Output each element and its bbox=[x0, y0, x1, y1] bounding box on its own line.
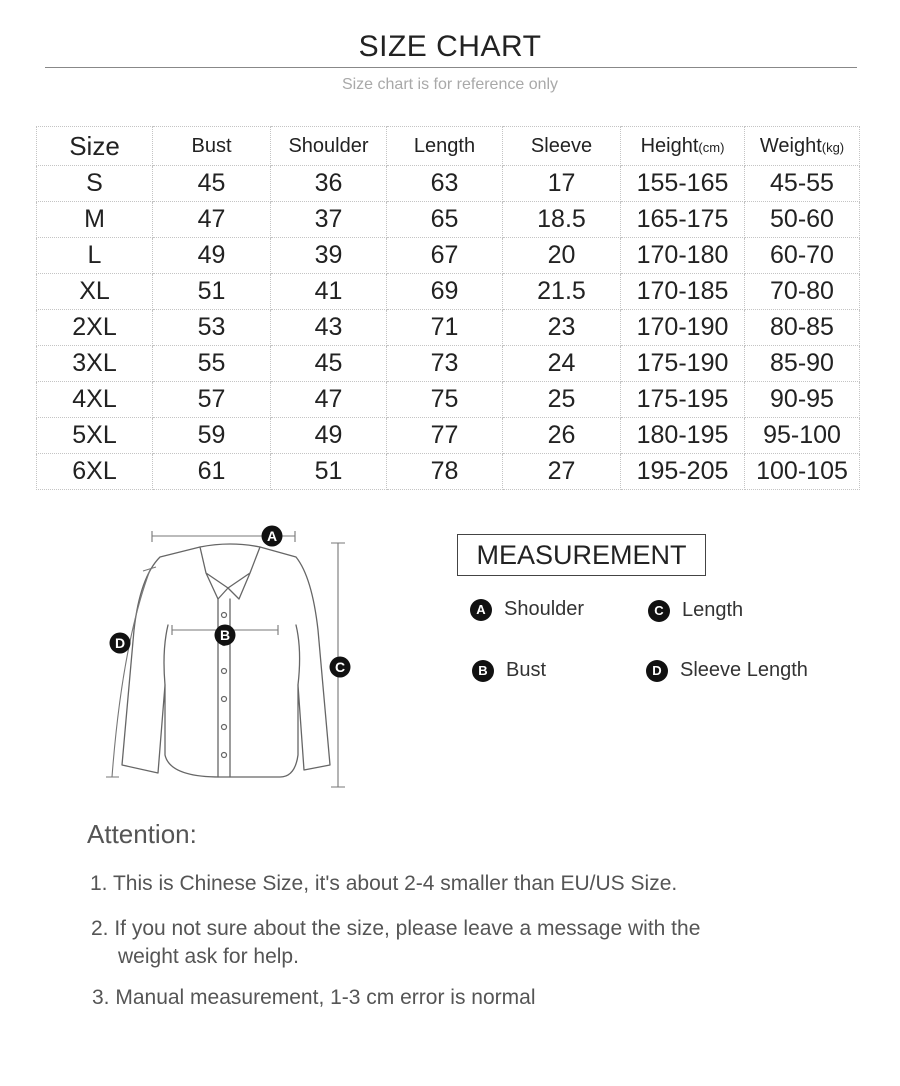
table-row bbox=[37, 238, 860, 274]
cell-bust: 49 bbox=[153, 238, 271, 274]
attention-note-1: 1. This is Chinese Size, it's about 2-4 smaller than EU/US Size. bbox=[90, 872, 678, 895]
cell-length: 71 bbox=[387, 310, 503, 346]
shirt-outline bbox=[122, 547, 330, 777]
table-row bbox=[37, 382, 860, 418]
cell-size: 4XL bbox=[37, 382, 153, 418]
shirt-button bbox=[222, 613, 227, 618]
cell-length: 65 bbox=[387, 202, 503, 238]
table-row bbox=[37, 346, 860, 382]
sleeve-measure-line bbox=[106, 567, 156, 777]
legend-label: Shoulder bbox=[504, 598, 585, 620]
legend-badge-d: D bbox=[646, 660, 668, 682]
cell-bust: 53 bbox=[153, 310, 271, 346]
marker-c-label: C bbox=[334, 659, 346, 675]
marker-b bbox=[215, 625, 236, 646]
title-divider bbox=[45, 67, 857, 68]
attention-note-2-continued: weight ask for help. bbox=[118, 945, 299, 968]
cell-size: M bbox=[37, 202, 153, 238]
table-row bbox=[37, 454, 860, 490]
cell-size: L bbox=[37, 238, 153, 274]
cell-shoulder: 45 bbox=[271, 346, 387, 382]
cell-height: 165-175 bbox=[621, 202, 745, 238]
table-row bbox=[37, 166, 860, 202]
cell-shoulder: 47 bbox=[271, 382, 387, 418]
cell-shoulder: 43 bbox=[271, 310, 387, 346]
cell-bust: 55 bbox=[153, 346, 271, 382]
cell-weight: 80-85 bbox=[745, 310, 860, 346]
cell-length: 63 bbox=[387, 166, 503, 202]
cell-shoulder: 41 bbox=[271, 274, 387, 310]
cell-height: 170-180 bbox=[621, 238, 745, 274]
legend-label: Bust bbox=[506, 659, 547, 681]
cell-length: 77 bbox=[387, 418, 503, 454]
legend-badge-b: B bbox=[472, 660, 494, 682]
cell-length: 73 bbox=[387, 346, 503, 382]
cell-shoulder: 36 bbox=[271, 166, 387, 202]
cell-sleeve: 27 bbox=[503, 454, 621, 490]
shirt-collar bbox=[200, 544, 260, 599]
cell-height: 155-165 bbox=[621, 166, 745, 202]
cell-weight: 90-95 bbox=[745, 382, 860, 418]
header-weight: Weight(kg) bbox=[745, 127, 860, 166]
cell-length: 69 bbox=[387, 274, 503, 310]
cell-bust: 57 bbox=[153, 382, 271, 418]
shirt-button bbox=[222, 725, 227, 730]
cell-weight: 85-90 bbox=[745, 346, 860, 382]
marker-d-label: D bbox=[114, 635, 126, 651]
cell-weight: 95-100 bbox=[745, 418, 860, 454]
cell-size: 2XL bbox=[37, 310, 153, 346]
legend-badge-c: C bbox=[648, 600, 670, 622]
cell-sleeve: 24 bbox=[503, 346, 621, 382]
table-row bbox=[37, 202, 860, 238]
marker-a bbox=[262, 526, 283, 547]
cell-bust: 45 bbox=[153, 166, 271, 202]
cell-weight: 50-60 bbox=[745, 202, 860, 238]
cell-height: 175-190 bbox=[621, 346, 745, 382]
marker-c bbox=[330, 657, 351, 678]
cell-bust: 47 bbox=[153, 202, 271, 238]
cell-sleeve: 17 bbox=[503, 166, 621, 202]
table-header-row bbox=[37, 127, 860, 166]
cell-height: 175-195 bbox=[621, 382, 745, 418]
cell-shoulder: 37 bbox=[271, 202, 387, 238]
cell-sleeve: 20 bbox=[503, 238, 621, 274]
cell-height: 195-205 bbox=[621, 454, 745, 490]
cell-height: 170-185 bbox=[621, 274, 745, 310]
cell-bust: 51 bbox=[153, 274, 271, 310]
shirt-diagram bbox=[90, 515, 370, 805]
cell-shoulder: 51 bbox=[271, 454, 387, 490]
header-size: Size bbox=[37, 127, 153, 166]
measurement-title: MEASUREMENT bbox=[457, 534, 706, 576]
page-title: SIZE CHART bbox=[358, 30, 542, 63]
legend-sleeve-length bbox=[646, 659, 808, 682]
cell-length: 67 bbox=[387, 238, 503, 274]
cell-bust: 61 bbox=[153, 454, 271, 490]
cell-sleeve: 26 bbox=[503, 418, 621, 454]
cell-length: 78 bbox=[387, 454, 503, 490]
cell-weight: 45-55 bbox=[745, 166, 860, 202]
header-height: Height(cm) bbox=[621, 127, 745, 166]
table-row bbox=[37, 274, 860, 310]
legend-length bbox=[648, 599, 743, 622]
cell-shoulder: 39 bbox=[271, 238, 387, 274]
weight-unit: (kg) bbox=[821, 139, 845, 155]
legend-bust bbox=[472, 659, 546, 682]
page-subtitle: Size chart is for reference only bbox=[341, 76, 559, 93]
shirt-button bbox=[222, 753, 227, 758]
legend-shoulder bbox=[470, 598, 584, 621]
table-row bbox=[37, 418, 860, 454]
cell-size: XL bbox=[37, 274, 153, 310]
cell-weight: 60-70 bbox=[745, 238, 860, 274]
height-unit: (cm) bbox=[698, 139, 725, 155]
size-table bbox=[36, 126, 860, 490]
header-sleeve: Sleeve bbox=[503, 127, 621, 166]
cell-height: 170-190 bbox=[621, 310, 745, 346]
cell-sleeve: 21.5 bbox=[503, 274, 621, 310]
cell-size: S bbox=[37, 166, 153, 202]
attention-note-3: 3. Manual measurement, 1-3 cm error is normal bbox=[92, 986, 536, 1009]
cell-shoulder: 49 bbox=[271, 418, 387, 454]
cell-sleeve: 18.5 bbox=[503, 202, 621, 238]
cell-size: 3XL bbox=[37, 346, 153, 382]
cell-weight: 100-105 bbox=[745, 454, 860, 490]
cell-sleeve: 25 bbox=[503, 382, 621, 418]
header-length: Length bbox=[387, 127, 503, 166]
legend-label: Length bbox=[682, 599, 744, 621]
cell-size: 6XL bbox=[37, 454, 153, 490]
attention-heading: Attention: bbox=[87, 819, 197, 849]
marker-d bbox=[110, 633, 131, 654]
marker-b-label: B bbox=[219, 627, 231, 643]
cell-bust: 59 bbox=[153, 418, 271, 454]
marker-a-label: A bbox=[266, 528, 278, 544]
attention-note-2: 2. If you not sure about the size, please leave a message with the bbox=[91, 917, 701, 940]
legend-label: Sleeve Length bbox=[680, 659, 808, 681]
legend-badge-a: A bbox=[470, 599, 492, 621]
header-bust: Bust bbox=[153, 127, 271, 166]
cell-weight: 70-80 bbox=[745, 274, 860, 310]
cell-size: 5XL bbox=[37, 418, 153, 454]
cell-length: 75 bbox=[387, 382, 503, 418]
cell-sleeve: 23 bbox=[503, 310, 621, 346]
table-row bbox=[37, 310, 860, 346]
shirt-button bbox=[222, 669, 227, 674]
cell-height: 180-195 bbox=[621, 418, 745, 454]
shirt-button bbox=[222, 697, 227, 702]
header-shoulder: Shoulder bbox=[271, 127, 387, 166]
